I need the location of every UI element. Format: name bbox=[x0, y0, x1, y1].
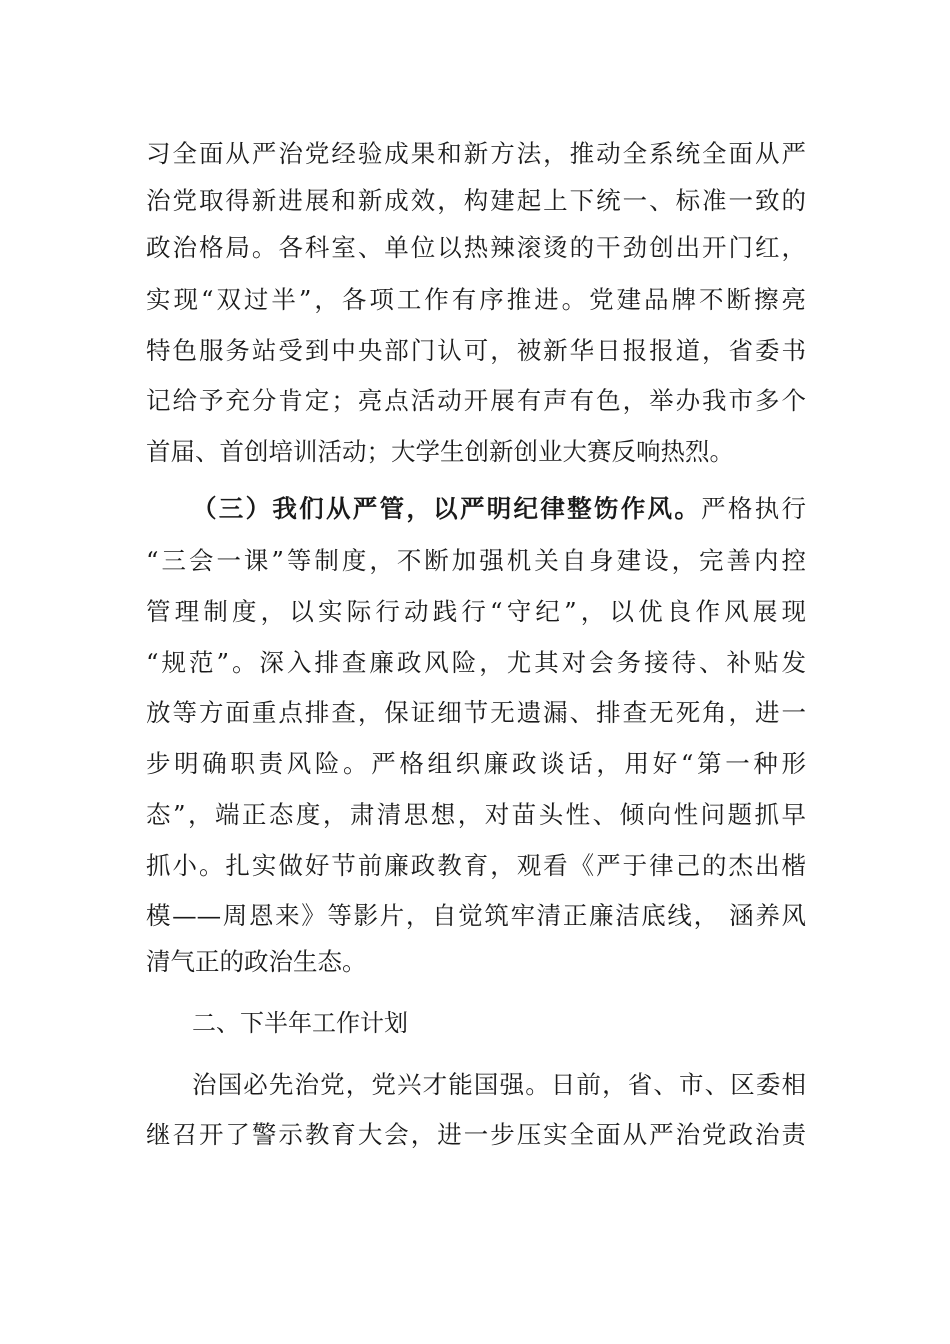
paragraph-line: 模——周恩来》等影片，自觉筑牢清正廉洁底线， 涵养风 bbox=[146, 901, 806, 930]
paragraph-line: “规范”。深入排查廉政风险，尤其对会务接待、补贴发 bbox=[146, 648, 806, 677]
paragraph-lead-line bbox=[192, 489, 806, 529]
paragraph-line: 抓小。扎实做好节前廉政教育，观看《严于律己的杰出楷 bbox=[146, 851, 806, 880]
paragraph-line: 特色服务站受到中央部门认可，被新华日报报道，省委书 bbox=[146, 336, 806, 365]
paragraph-line: 继召开了警示教育大会，进一步压实全面从严治党政治责 bbox=[146, 1120, 806, 1149]
paragraph-first-line: 治国必先治党，党兴才能国强。日前，省、市、区委相 bbox=[192, 1070, 806, 1099]
paragraph-line: 政治格局。各科室、单位以热辣滚烫的干劲创出开门红， bbox=[146, 233, 806, 262]
paragraph-line: 放等方面重点排查，保证细节无遗漏、排查无死角，进一 bbox=[146, 698, 806, 727]
section-heading: 二、下半年工作计划 bbox=[192, 1009, 408, 1037]
paragraph-line: 实现“双过半”，各项工作有序推进。党建品牌不断擦亮 bbox=[146, 285, 806, 314]
paragraph-lead-rest: 严格执行 bbox=[701, 494, 806, 523]
paragraph-line: 态”，端正态度，肃清思想，对苗头性、倾向性问题抓早 bbox=[146, 800, 806, 829]
paragraph-lead-bold: （三）我们从严管，以严明纪律整饬作风。 bbox=[192, 494, 702, 523]
paragraph-line: “三会一课”等制度，不断加强机关自身建设，完善内控 bbox=[146, 546, 806, 575]
paragraph-line: 记给予充分肯定；亮点活动开展有声有色，举办我市多个 bbox=[146, 386, 806, 415]
paragraph-line: 首届、首创培训活动；大学生创新创业大赛反响热烈。 bbox=[146, 437, 734, 466]
paragraph-line: 清气正的政治生态。 bbox=[146, 947, 367, 976]
paragraph-line: 步明确职责风险。严格组织廉政谈话，用好“第一种形 bbox=[146, 749, 806, 778]
paragraph-line: 治党取得新进展和新成效，构建起上下统一、标准一致的 bbox=[146, 186, 806, 215]
paragraph-line: 管理制度，以实际行动践行“守纪”，以优良作风展现 bbox=[146, 597, 806, 626]
paragraph-line: 习全面从严治党经验成果和新方法，推动全系统全面从严 bbox=[146, 139, 806, 168]
